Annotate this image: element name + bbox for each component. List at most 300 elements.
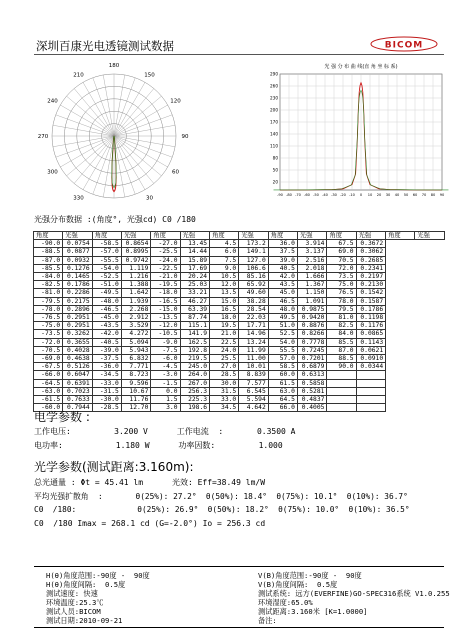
cartesian-distribution-chart — [262, 60, 452, 208]
table-cell: 0.9875 — [297, 305, 327, 313]
table-cell: 78.0 — [327, 297, 356, 305]
table-cell: -30.0 — [92, 396, 121, 404]
table-cell: 267.0 — [180, 379, 210, 387]
meta-humidity: 环境湿度:65.0% — [258, 598, 313, 607]
table-header-cell: 角度 — [327, 232, 356, 240]
table-cell: 245.0 — [180, 363, 210, 371]
table-cell: 73.5 — [327, 273, 356, 281]
polar-angle-label: 150 — [144, 72, 155, 79]
table-cell: 55.5 — [268, 346, 297, 354]
optical-beam-angle: 平均光强扩散角 : θ(25%): 27.2° θ(50%): 18.4° θ(75%): 10.1° θ(10%): 36.7° — [34, 492, 408, 501]
table-cell: 75.0 — [327, 281, 356, 289]
table-cell: 0.3655 — [63, 338, 93, 346]
table-header-cell: 光强 — [121, 232, 151, 240]
table-row — [34, 289, 445, 297]
table-cell: 63.0 — [268, 387, 297, 395]
table-cell: 162.5 — [180, 338, 210, 346]
table-cell: 11.99 — [239, 346, 269, 354]
table-cell: 0.6879 — [297, 363, 327, 371]
table-cell: 27.0 — [210, 363, 239, 371]
table-cell: 256.3 — [180, 387, 210, 395]
polar-angle-label: 240 — [47, 98, 58, 105]
table-cell: -45.0 — [92, 314, 121, 322]
table-cell — [327, 404, 356, 412]
table-cell: 88.5 — [327, 355, 356, 363]
table-cell: 0.9742 — [121, 256, 151, 264]
x-tick-label: -50 — [313, 193, 319, 197]
electrical-line-2: 电功率: 1.180 W 功率因数: 1.000 — [34, 441, 283, 450]
table-cell: 87.74 — [180, 314, 210, 322]
table-cell: 39.0 — [268, 256, 297, 264]
table-cell: 106.6 — [239, 264, 269, 272]
table-cell: -1.5 — [151, 379, 180, 387]
table-cell: 264.0 — [180, 371, 210, 379]
table-cell: 1.5 — [151, 396, 180, 404]
table-cell: 43.5 — [268, 281, 297, 289]
table-cell: 30.0 — [210, 379, 239, 387]
table-cell: 6.832 — [121, 355, 151, 363]
table-cell: 10.5 — [210, 273, 239, 281]
table-cell — [327, 379, 356, 387]
table-cell: 90.0 — [327, 363, 356, 371]
table-cell: -84.0 — [34, 273, 63, 281]
table-cell: 12.70 — [121, 404, 151, 412]
table-cell: 58.5 — [268, 363, 297, 371]
table-cell: 219.5 — [180, 355, 210, 363]
table-header-cell: 角度 — [92, 232, 121, 240]
meta-v-step: V(B)角度间隔: 0.5度 — [258, 580, 338, 589]
table-cell: 3.529 — [121, 322, 151, 330]
table-cell: 1.367 — [297, 281, 327, 289]
table-cell: -61.5 — [34, 396, 63, 404]
table-cell: 0.9420 — [297, 314, 327, 322]
table-cell: -85.5 — [34, 264, 63, 272]
x-tick-label: -20 — [340, 193, 346, 197]
table-cell: -81.0 — [34, 289, 63, 297]
table-row — [34, 396, 445, 404]
meta-system: 测试系统: 远方(EVERFINE)GO-SPEC316系统 V1.0.255 — [258, 589, 450, 598]
table-cell: 65.92 — [239, 281, 269, 289]
table-cell: 16.5 — [210, 305, 239, 313]
table-cell: 0.7633 — [63, 396, 93, 404]
table-cell: -76.5 — [34, 314, 63, 322]
table-cell: 115.1 — [180, 322, 210, 330]
table-cell: 0.8876 — [297, 322, 327, 330]
table-cell: -4.5 — [151, 363, 180, 371]
meta-v-range: V(B)角度范围:-90度 - 90度 — [258, 571, 362, 580]
table-cell: 15.0 — [210, 297, 239, 305]
table-cell: 3.0 — [151, 404, 180, 412]
table-cell: 7.577 — [239, 379, 269, 387]
y-tick-label: 50 — [272, 167, 278, 173]
table-cell: -79.5 — [34, 297, 63, 305]
table-cell: 81.0 — [327, 314, 356, 322]
table-cell: 66.0 — [268, 404, 297, 412]
table-cell: 46.5 — [268, 297, 297, 305]
table-cell: -88.5 — [34, 248, 63, 256]
table-row — [34, 363, 445, 371]
table-cell: -63.0 — [34, 387, 63, 395]
table-cell: 85.16 — [239, 273, 269, 281]
table-cell: 0.8654 — [121, 240, 151, 248]
table-cell: -57.0 — [92, 248, 121, 256]
table-cell: 0.3262 — [63, 330, 93, 338]
table-cell: -10.5 — [151, 330, 180, 338]
table-cell: 2.516 — [297, 256, 327, 264]
table-cell: 0.1542 — [356, 289, 386, 297]
table-cell: 0.8266 — [297, 330, 327, 338]
table-cell: -15.0 — [151, 305, 180, 313]
table-cell: 0.8995 — [121, 248, 151, 256]
x-tick-label: -90 — [277, 193, 283, 197]
table-cell: 0.3062 — [356, 248, 386, 256]
table-cell: 149.1 — [239, 248, 269, 256]
x-tick-label: 40 — [394, 193, 400, 197]
x-tick-label: -80 — [286, 193, 292, 197]
table-cell: 21.0 — [210, 330, 239, 338]
table-header-cell: 光强 — [239, 232, 269, 240]
table-cell: -60.0 — [34, 404, 63, 412]
table-header-cell: 角度 — [34, 232, 63, 240]
table-cell: 76.5 — [327, 289, 356, 297]
polar-angle-label: 270 — [37, 134, 49, 140]
table-cell: 0.0865 — [356, 330, 386, 338]
table-cell: 25.5 — [210, 355, 239, 363]
table-cell: 0.0 — [151, 387, 180, 395]
table-row — [34, 281, 445, 289]
table-cell: -78.0 — [34, 305, 63, 313]
table-header-row — [34, 232, 445, 240]
table-cell: 67.5 — [327, 240, 356, 248]
table-cell: 0.2896 — [63, 305, 93, 313]
table-cell: -16.5 — [151, 297, 180, 305]
x-tick-label: 30 — [385, 193, 391, 197]
table-row — [34, 330, 445, 338]
table-row — [34, 338, 445, 346]
table-header-cell: 光强 — [415, 232, 445, 240]
table-cell: 1.642 — [121, 289, 151, 297]
meta-top-rule — [34, 566, 444, 567]
electrical-heading: 电学参数 : — [34, 410, 90, 424]
table-cell: 6.545 — [239, 387, 269, 395]
table-row — [34, 248, 445, 256]
table-cell: 48.0 — [268, 305, 297, 313]
table-cell: 34.5 — [210, 404, 239, 412]
table-cell: 31.5 — [210, 387, 239, 395]
table-cell: 17.71 — [239, 322, 269, 330]
table-cell: 1.388 — [121, 281, 151, 289]
table-cell: -51.0 — [92, 281, 121, 289]
y-tick-label: 260 — [270, 83, 278, 89]
table-cell: -36.0 — [92, 363, 121, 371]
table-cell: 3.137 — [297, 248, 327, 256]
table-cell: 5.094 — [121, 338, 151, 346]
table-cell: 7.5 — [210, 256, 239, 264]
table-row — [34, 240, 445, 248]
table-cell: 3.914 — [297, 240, 327, 248]
table-cell: -33.0 — [92, 379, 121, 387]
table-cell: 0.0344 — [356, 363, 386, 371]
table-cell: -28.5 — [92, 404, 121, 412]
table-cell: -67.5 — [34, 363, 63, 371]
table-header-cell: 光强 — [356, 232, 386, 240]
table-cell: -31.5 — [92, 387, 121, 395]
x-tick-label: 10 — [367, 193, 373, 197]
bicom-logo — [370, 36, 438, 52]
table-cell: 8.723 — [121, 371, 151, 379]
table-cell: 6.0 — [210, 248, 239, 256]
y-tick-label: 20 — [272, 179, 278, 185]
y-tick-label: 290 — [270, 71, 278, 77]
table-cell: 0.1143 — [356, 338, 386, 346]
table-cell: -21.0 — [151, 273, 180, 281]
table-cell: 24.0 — [210, 346, 239, 354]
header-divider — [34, 54, 444, 55]
table-cell: 13.45 — [180, 240, 210, 248]
meta-bottom-rule — [34, 627, 444, 628]
table-cell: 13.24 — [239, 338, 269, 346]
chart-title: 光 强 分 布 曲 线(直 角 坐 标 系) — [324, 64, 398, 70]
table-cell: 14.44 — [180, 248, 210, 256]
table-cell: 1.150 — [297, 289, 327, 297]
table-row — [34, 346, 445, 354]
table-header-cell: 角度 — [268, 232, 297, 240]
x-tick-label: 90 — [439, 193, 445, 197]
table-cell: -52.5 — [92, 273, 121, 281]
table-cell: -37.5 — [92, 355, 121, 363]
table-row — [34, 404, 445, 412]
table-cell: 63.39 — [180, 305, 210, 313]
page-title: 深圳百康光电透镜测试数据 — [36, 39, 174, 53]
table-cell: 7.771 — [121, 363, 151, 371]
table-cell: -90.0 — [34, 240, 63, 248]
meta-h-range: H(θ)角度范围:-90度 - 90度 — [46, 571, 150, 580]
optical-beam-c0: C0 /180: θ(25%): 26.9° θ(50%): 18.2° θ(75%): 10.0° θ(10%): 36.5° — [34, 505, 410, 514]
table-row — [34, 264, 445, 272]
table-cell: 173.2 — [239, 240, 269, 248]
table-cell: 0.6391 — [63, 379, 93, 387]
table-cell: 0.0932 — [63, 256, 93, 264]
table-row — [34, 273, 445, 281]
table-cell: -42.0 — [92, 330, 121, 338]
table-cell: -39.0 — [92, 346, 121, 354]
meta-remark: 备注: — [258, 616, 277, 625]
table-cell: -58.5 — [92, 240, 121, 248]
table-cell: 1.119 — [121, 264, 151, 272]
table-cell: 198.6 — [180, 404, 210, 412]
table-header-cell: 角度 — [386, 232, 415, 240]
table-cell: -19.5 — [151, 281, 180, 289]
table-cell: 0.7201 — [297, 355, 327, 363]
table-cell: -40.5 — [92, 338, 121, 346]
table-cell: -13.5 — [151, 314, 180, 322]
table-cell: -55.5 — [92, 256, 121, 264]
table-cell: 0.2130 — [356, 281, 386, 289]
table-cell: 72.0 — [327, 264, 356, 272]
table-cell: 17.69 — [180, 264, 210, 272]
table-cell: 51.0 — [268, 322, 297, 330]
table-cell: -22.5 — [151, 264, 180, 272]
table-cell: 0.7245 — [297, 346, 327, 354]
x-tick-label: 80 — [430, 193, 436, 197]
x-tick-label: -70 — [295, 193, 301, 197]
table-cell — [356, 371, 386, 379]
table-cell — [327, 371, 356, 379]
table-cell: -87.0 — [34, 256, 63, 264]
svg-text:BICOM: BICOM — [384, 40, 424, 51]
table-cell: 0.0621 — [356, 346, 386, 354]
table-cell: 79.5 — [327, 305, 356, 313]
y-tick-label: 140 — [270, 131, 278, 137]
polar-distribution-chart — [34, 60, 194, 210]
table-cell: 10.01 — [239, 363, 269, 371]
table-cell: 225.3 — [180, 396, 210, 404]
x-tick-label: -40 — [322, 193, 328, 197]
table-cell: 33.21 — [180, 289, 210, 297]
table-cell: -25.5 — [151, 248, 180, 256]
table-cell: 0.0910 — [356, 355, 386, 363]
table-cell: 49.60 — [239, 289, 269, 297]
table-cell: 0.3672 — [356, 240, 386, 248]
table-cell: -6.0 — [151, 355, 180, 363]
table-cell: 0.6313 — [297, 371, 327, 379]
table-cell: 4.272 — [121, 330, 151, 338]
table-cell: -54.0 — [92, 264, 121, 272]
polar-angle-label: 300 — [47, 169, 58, 176]
table-cell: 0.7778 — [297, 338, 327, 346]
table-cell: 0.2197 — [356, 273, 386, 281]
table-cell: 0.4837 — [297, 396, 327, 404]
table-row — [34, 355, 445, 363]
optical-heading: 光学参数(测试距离:3.160m): — [34, 460, 194, 474]
polar-angle-label: 60 — [171, 169, 179, 176]
table-cell: 2.268 — [121, 305, 151, 313]
polar-angle-label: 210 — [73, 72, 84, 79]
table-cell: -66.0 — [34, 371, 63, 379]
table-cell: -3.0 — [151, 371, 180, 379]
table-header-cell: 角度 — [151, 232, 180, 240]
table-cell: 1.216 — [121, 273, 151, 281]
table-cell: 4.5 — [210, 240, 239, 248]
table-cell — [356, 387, 386, 395]
table-cell: -46.5 — [92, 305, 121, 313]
table-cell: 22.03 — [239, 314, 269, 322]
table-cell: -7.5 — [151, 346, 180, 354]
y-tick-label: 230 — [270, 95, 278, 101]
table-cell: -27.0 — [151, 240, 180, 248]
x-tick-label: 0 — [359, 193, 363, 197]
table-cell: 28.5 — [210, 371, 239, 379]
table-cell: 42.0 — [268, 273, 297, 281]
table-cell: 61.5 — [268, 379, 297, 387]
table-cell — [356, 404, 386, 412]
y-tick-label: 110 — [270, 143, 278, 149]
table-cell: 2.018 — [297, 264, 327, 272]
table-cell: 5.594 — [239, 396, 269, 404]
x-tick-label: -30 — [331, 193, 337, 197]
table-cell: 4.642 — [239, 404, 269, 412]
table-cell: 11.76 — [121, 396, 151, 404]
table-cell: -12.0 — [151, 322, 180, 330]
y-tick-label: 80 — [272, 155, 278, 161]
table-cell: 87.0 — [327, 346, 356, 354]
table-cell: 127.0 — [239, 256, 269, 264]
y-tick-label: 200 — [270, 107, 278, 113]
x-tick-label: 60 — [412, 193, 418, 197]
table-cell: 84.0 — [327, 330, 356, 338]
table-cell: -24.0 — [151, 256, 180, 264]
table-cell: -64.5 — [34, 379, 63, 387]
table-row — [34, 256, 445, 264]
x-tick-label: 50 — [403, 193, 409, 197]
x-tick-label: -60 — [304, 193, 310, 197]
table-row — [34, 297, 445, 305]
table-cell — [327, 396, 356, 404]
table-cell: 37.5 — [268, 248, 297, 256]
table-cell: 1.091 — [297, 297, 327, 305]
table-row — [34, 387, 445, 395]
table-cell: 0.1786 — [63, 281, 93, 289]
table-cell: 20.24 — [180, 273, 210, 281]
x-tick-label: -10 — [349, 193, 355, 197]
table-cell: 8.839 — [239, 371, 269, 379]
table-cell: 64.5 — [268, 396, 297, 404]
table-cell: -48.0 — [92, 297, 121, 305]
polar-angle-label: 180 — [108, 63, 120, 69]
y-tick-label: 170 — [270, 119, 278, 125]
table-cell: 15.89 — [180, 256, 210, 264]
table-cell: 19.5 — [210, 322, 239, 330]
polar-angle-label: 90 — [181, 134, 189, 140]
table-cell: 5.943 — [121, 346, 151, 354]
table-cell — [356, 379, 386, 387]
table-cell: 10.67 — [121, 387, 151, 395]
table-cell: 25.03 — [180, 281, 210, 289]
table-cell: 0.7023 — [63, 387, 93, 395]
table-cell: 70.5 — [327, 256, 356, 264]
table-cell: 0.0754 — [63, 240, 93, 248]
table-cell: 69.0 — [327, 248, 356, 256]
table-cell: 0.1587 — [356, 297, 386, 305]
table-cell: 0.0877 — [63, 248, 93, 256]
table-cell: -72.0 — [34, 338, 63, 346]
table-header-cell: 光强 — [63, 232, 93, 240]
table-cell: -73.5 — [34, 330, 63, 338]
table-row — [34, 322, 445, 330]
meta-distance: 测试距离:3.160米 [K=1.0000] — [258, 607, 368, 616]
meta-h-step: H(θ)角度间隔: 0.5度 — [46, 580, 126, 589]
table-header-cell: 光强 — [297, 232, 327, 240]
table-cell: 2.912 — [121, 314, 151, 322]
table-cell: 38.28 — [239, 297, 269, 305]
table-cell: 0.5858 — [297, 379, 327, 387]
optical-flux: 总光通量 : Φt = 45.41 lm 光效: Eff=38.49 lm/W — [34, 478, 266, 487]
polar-angle-label: 120 — [170, 98, 181, 105]
table-cell: 54.0 — [268, 338, 297, 346]
table-cell: 0.1276 — [63, 264, 93, 272]
table-cell: 85.5 — [327, 338, 356, 346]
table-cell: 0.4638 — [63, 355, 93, 363]
table-cell: 1.939 — [121, 297, 151, 305]
table-cell: 82.5 — [327, 322, 356, 330]
table-cell: 9.596 — [121, 379, 151, 387]
table-cell: 0.2175 — [63, 297, 93, 305]
x-tick-label: 70 — [421, 193, 427, 197]
table-cell: 22.5 — [210, 338, 239, 346]
table-cell: 0.1198 — [356, 314, 386, 322]
distribution-data-caption: 光强分布数据 :(角度°, 光强cd) C0 /180 — [34, 215, 196, 224]
table-row — [34, 314, 445, 322]
